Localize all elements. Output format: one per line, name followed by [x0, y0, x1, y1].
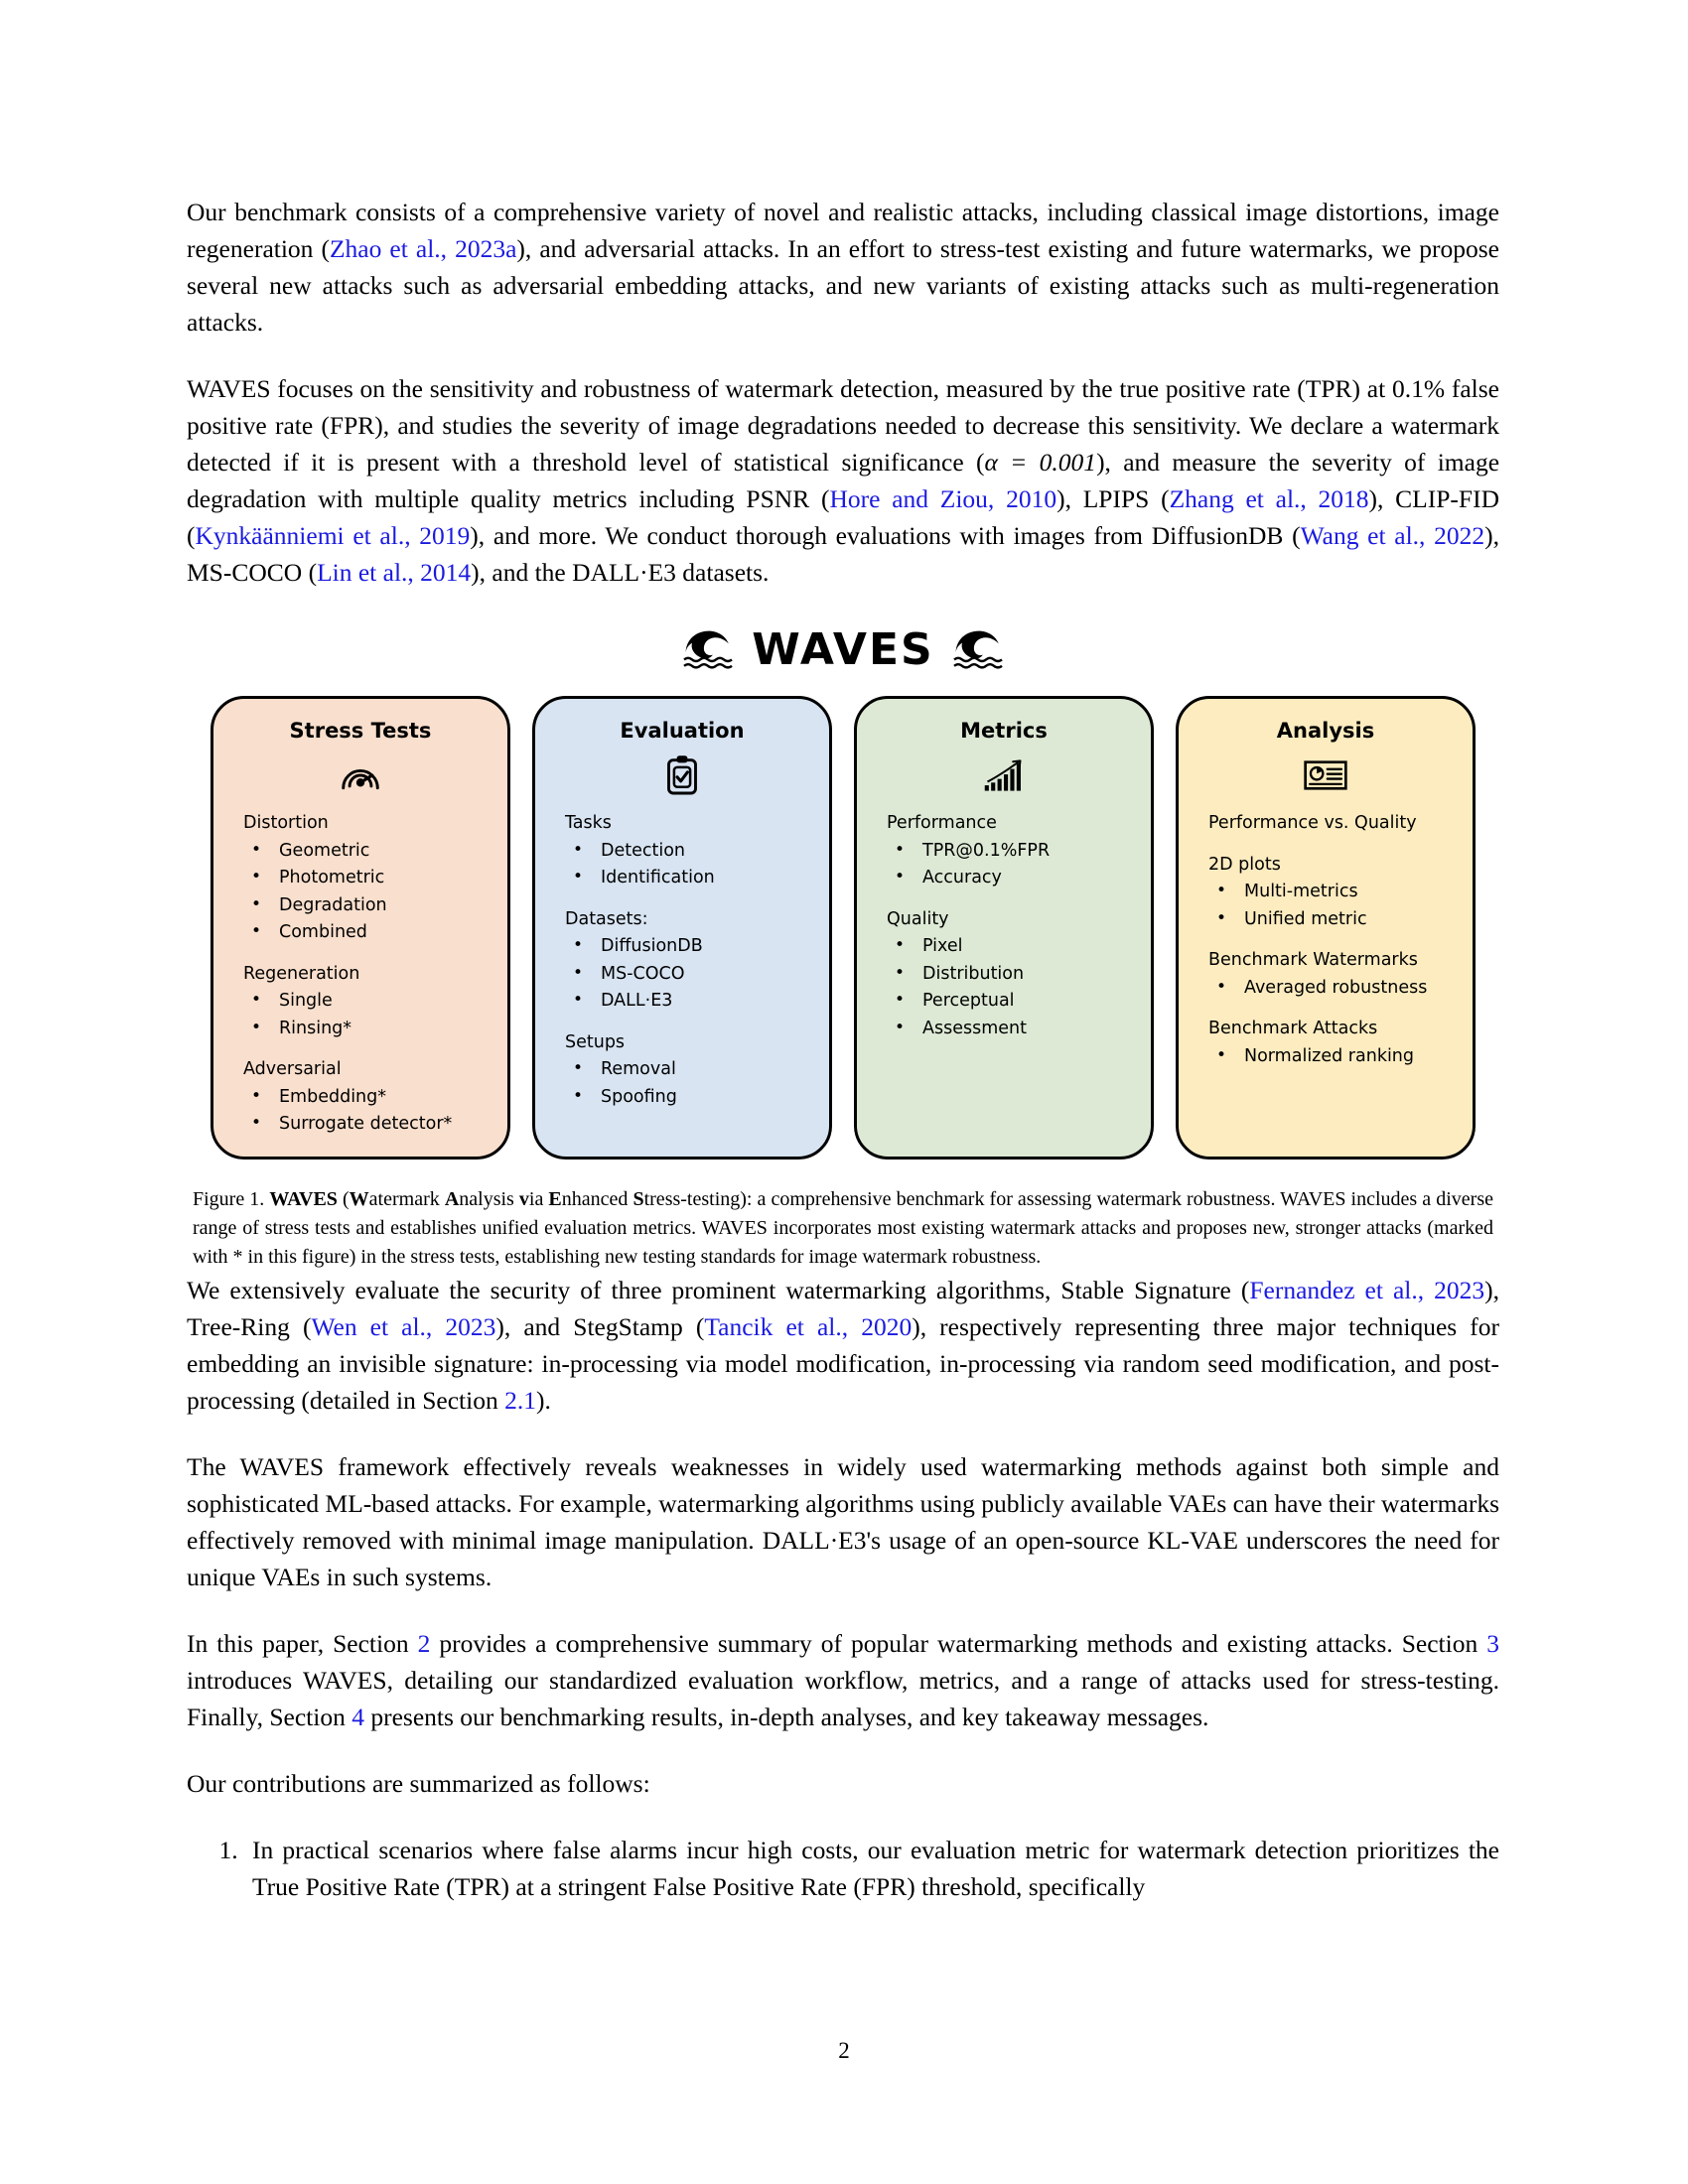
box-group-list — [887, 933, 1143, 1042]
body-text: ). — [535, 1385, 551, 1415]
list-item: • Averaged robustness — [1208, 975, 1465, 1003]
figure-box-analysis — [1176, 696, 1476, 1160]
list-item: • TPR@0.1%FPR — [887, 838, 1143, 866]
box-group-list — [1208, 879, 1465, 933]
contributions-list — [187, 1832, 1499, 1905]
citation-link[interactable]: Zhao et al., 2023a — [329, 234, 517, 263]
wave-icon — [682, 629, 734, 669]
figure-1 — [187, 620, 1499, 1272]
body-text: Our benchmark consists of a comprehensive variety of novel and realistic attacks, including classical image distortions, image regeneration ( — [187, 198, 1499, 263]
box-group — [243, 961, 499, 1043]
list-item: • Degradation — [243, 892, 499, 920]
bold-text: E — [548, 1187, 562, 1210]
list-item: • Photometric — [243, 865, 499, 892]
citation-link[interactable]: 3 — [1486, 1628, 1499, 1658]
box-group-heading: Quality — [887, 908, 949, 929]
bold-text: S — [633, 1187, 644, 1210]
paragraph-framework-weaknesses — [187, 1448, 1499, 1595]
page-content — [187, 194, 1499, 1905]
list-item: • DALL·E3 — [565, 988, 821, 1016]
list-item: • Spoofing — [565, 1084, 821, 1112]
body-text: ), and measure the severity of image degradation with multiple quality metrics including PSNR ( — [187, 448, 1500, 513]
box-group-heading: Benchmark Watermarks — [1208, 950, 1418, 970]
bold-text: v — [518, 1187, 529, 1210]
box-group-heading: Regeneration — [243, 963, 360, 984]
box-title: Metrics — [960, 719, 1048, 743]
box-group-heading: 2D plots — [1208, 854, 1281, 875]
body-text: tress-testing): a comprehensive benchmark for assessing watermark robustness. WAVES includes a diverse range of stress tests and establishes unified evaluation metrics. WAVES incorporates most existing watermark attacks and proposes new, stronger attacks (marked with * in this figure) in the stress tests, establishing new testing standards for image watermark robustness. — [193, 1187, 1493, 1268]
paragraph-paper-outline — [187, 1625, 1499, 1735]
box-title: Stress Tests — [289, 719, 432, 743]
box-group — [565, 906, 821, 1016]
box-group — [243, 810, 499, 947]
citation-link[interactable]: Zhang et al., 2018 — [1169, 484, 1369, 513]
box-group-list — [887, 838, 1143, 892]
list-item: • Unified metric — [1208, 906, 1465, 934]
list-item: • Normalized ranking — [1208, 1043, 1465, 1071]
math-alpha-value: α = 0.001 — [984, 448, 1097, 477]
body-text: ), and more. We conduct thorough evaluations with images from DiffusionDB ( — [470, 521, 1301, 550]
body-text: ), respectively representing three major techniques for embedding an invisible signature: in-processing via model modification, in-processing via random seed modification, and post-processing (detailed in Section — [187, 1311, 1500, 1415]
box-body — [221, 810, 499, 1139]
wave-icon — [952, 629, 1004, 669]
box-group-list — [243, 1084, 499, 1139]
list-item: • MS-COCO — [565, 961, 821, 989]
body-text: provides a comprehensive summary of popular watermarking methods and existing attacks. Section — [430, 1628, 1487, 1658]
box-group-list — [565, 1056, 821, 1111]
list-item: • Geometric — [243, 838, 499, 866]
box-group-heading: Performance — [887, 813, 997, 833]
box-group — [243, 1056, 499, 1139]
page-number: 2 — [838, 2038, 850, 2063]
body-text: nalysis — [459, 1187, 519, 1210]
list-item: • Single — [243, 988, 499, 1016]
body-text: ), CLIP-FID ( — [187, 484, 1499, 550]
list-item: • Removal — [565, 1056, 821, 1084]
body-text: presents our benchmarking results, in-depth analyses, and key takeaway messages. — [363, 1702, 1209, 1731]
body-text: In this paper, Section — [187, 1628, 418, 1658]
list-item: • Assessment — [887, 1016, 1143, 1043]
box-group-list — [1208, 1043, 1465, 1071]
box-group-heading: Adversarial — [243, 1059, 342, 1079]
citation-link[interactable]: 2.1 — [504, 1385, 536, 1415]
list-item: • Identification — [565, 865, 821, 892]
box-group-list — [1208, 975, 1465, 1003]
body-text: The WAVES framework effectively reveals weaknesses in widely used watermarking methods against both simple and sophisticated ML-based attacks. For example, watermarking algorithms using publicly available VAEs can have their watermarks effectively removed with minimal image manipulation. DALL·E3's usage of an open-source KL-VAE underscores the need for unique VAEs in such systems. — [187, 1451, 1499, 1591]
figure-box-stress-tests — [211, 696, 510, 1160]
waves-logo-title — [187, 620, 1499, 678]
clipboard-check-icon — [543, 752, 821, 798]
citation-link[interactable]: Lin et al., 2014 — [317, 558, 472, 587]
body-text: nhanced — [561, 1187, 633, 1210]
box-group-heading: Distortion — [243, 813, 329, 833]
body-text: Figure 1. — [193, 1187, 270, 1210]
body-text: ), and adversarial attacks. In an effort to stress-test existing and future watermarks, we propose several new attacks such as adversarial embedding attacks, and new variants of existing attacks such as multi-regeneration attacks. — [187, 234, 1499, 337]
list-item: • Multi-metrics — [1208, 879, 1465, 906]
bold-text: A — [444, 1187, 460, 1210]
box-body — [1187, 810, 1465, 1070]
body-text: ), and StegStamp ( — [495, 1311, 705, 1341]
list-item: • Distribution — [887, 961, 1143, 989]
bar-chart-growth-icon — [865, 752, 1143, 798]
contribution-item: 1. In practical scenarios where false alarms incur high costs, our evaluation metric for watermark detection prioritizes the True Positive Rate (TPR) at a stringent False Positive Rate (FPR) threshold, specifically — [244, 1832, 1499, 1905]
box-group-heading: Benchmark Attacks — [1208, 1019, 1378, 1038]
waves-title-text: WAVES — [752, 623, 934, 675]
body-text: ( — [337, 1187, 350, 1210]
report-presentation-icon — [1187, 752, 1465, 798]
citation-link[interactable]: 4 — [352, 1702, 364, 1731]
box-group — [1208, 947, 1465, 1002]
list-item: • Surrogate detector* — [243, 1111, 499, 1139]
box-group — [1208, 1016, 1465, 1070]
box-group-heading: Tasks — [565, 813, 612, 833]
paragraph-contributions-lead — [187, 1765, 1499, 1802]
box-group — [887, 906, 1143, 1043]
box-group-list — [565, 933, 821, 1016]
gauge-icon — [221, 752, 499, 798]
box-group-list — [243, 838, 499, 947]
paragraph-algorithms — [187, 1272, 1499, 1419]
box-group-heading: Performance vs. Quality — [1208, 813, 1417, 833]
citation-link[interactable]: Wen et al., 2023 — [311, 1311, 496, 1341]
citation-link[interactable]: Fernandez et al., 2023 — [1249, 1275, 1485, 1304]
list-item: • Perceptual — [887, 988, 1143, 1016]
body-text: Our contributions are summarized as follows: — [187, 1768, 650, 1798]
box-title: Evaluation — [620, 719, 745, 743]
box-group-list — [243, 988, 499, 1042]
body-text: ), MS-COCO ( — [187, 521, 1499, 587]
box-group-heading: Setups — [565, 1031, 626, 1052]
body-text: WAVES focuses on the sensitivity and robustness of watermark detection, measured by the true positive rate (TPR) at 0.1% false positive rate (FPR), and studies the severity of image degradations needed to decrease this sensitivity. We declare a watermark detected if it is present with a threshold level of statistical significance ( — [187, 374, 1499, 477]
box-group — [565, 1029, 821, 1112]
paragraph-waves-focus — [187, 370, 1499, 591]
body-text: ), Tree-Ring ( — [187, 1275, 1499, 1341]
list-item: • DiffusionDB — [565, 933, 821, 961]
citation-link[interactable]: Tancik et al., 2020 — [704, 1311, 913, 1341]
figure-box-metrics — [854, 696, 1154, 1160]
box-group — [1208, 852, 1465, 934]
list-item: • Rinsing* — [243, 1016, 499, 1043]
body-text: ), LPIPS ( — [1056, 484, 1170, 513]
figure-caption — [193, 1185, 1493, 1272]
list-item: • Detection — [565, 838, 821, 866]
body-text: ), and the DALL·E3 datasets. — [471, 558, 770, 587]
bold-text: W — [349, 1187, 369, 1210]
box-group — [887, 810, 1143, 892]
citation-link[interactable]: Kynkäänniemi et al., 2019 — [195, 521, 471, 550]
box-group — [1208, 810, 1465, 838]
list-item: • Embedding* — [243, 1084, 499, 1112]
list-item: • Accuracy — [887, 865, 1143, 892]
citation-link[interactable]: Wang et al., 2022 — [1300, 521, 1485, 550]
box-title: Analysis — [1276, 719, 1375, 743]
figure-box-evaluation — [532, 696, 832, 1160]
box-body — [543, 810, 821, 1111]
bold-text: WAVES — [269, 1187, 338, 1210]
box-body — [865, 810, 1143, 1042]
citation-link[interactable]: 2 — [417, 1628, 431, 1658]
body-text: atermark — [368, 1187, 445, 1210]
box-group-list — [565, 838, 821, 892]
list-item: • Pixel — [887, 933, 1143, 961]
figure-box-row — [187, 696, 1499, 1160]
citation-link[interactable]: Hore and Ziou, 2010 — [829, 484, 1057, 513]
list-item: • Combined — [243, 919, 499, 947]
paragraph-intro-attacks — [187, 194, 1499, 341]
box-group-heading: Datasets: — [565, 908, 648, 929]
body-text: We extensively evaluate the security of three prominent watermarking algorithms, Stable Signature ( — [187, 1275, 1250, 1304]
body-text: introduces WAVES, detailing our standardized evaluation workflow, metrics, and a range of attacks used for stress-testing. Finally, Section — [187, 1665, 1499, 1731]
box-group — [565, 810, 821, 892]
body-text: ia — [528, 1187, 549, 1210]
